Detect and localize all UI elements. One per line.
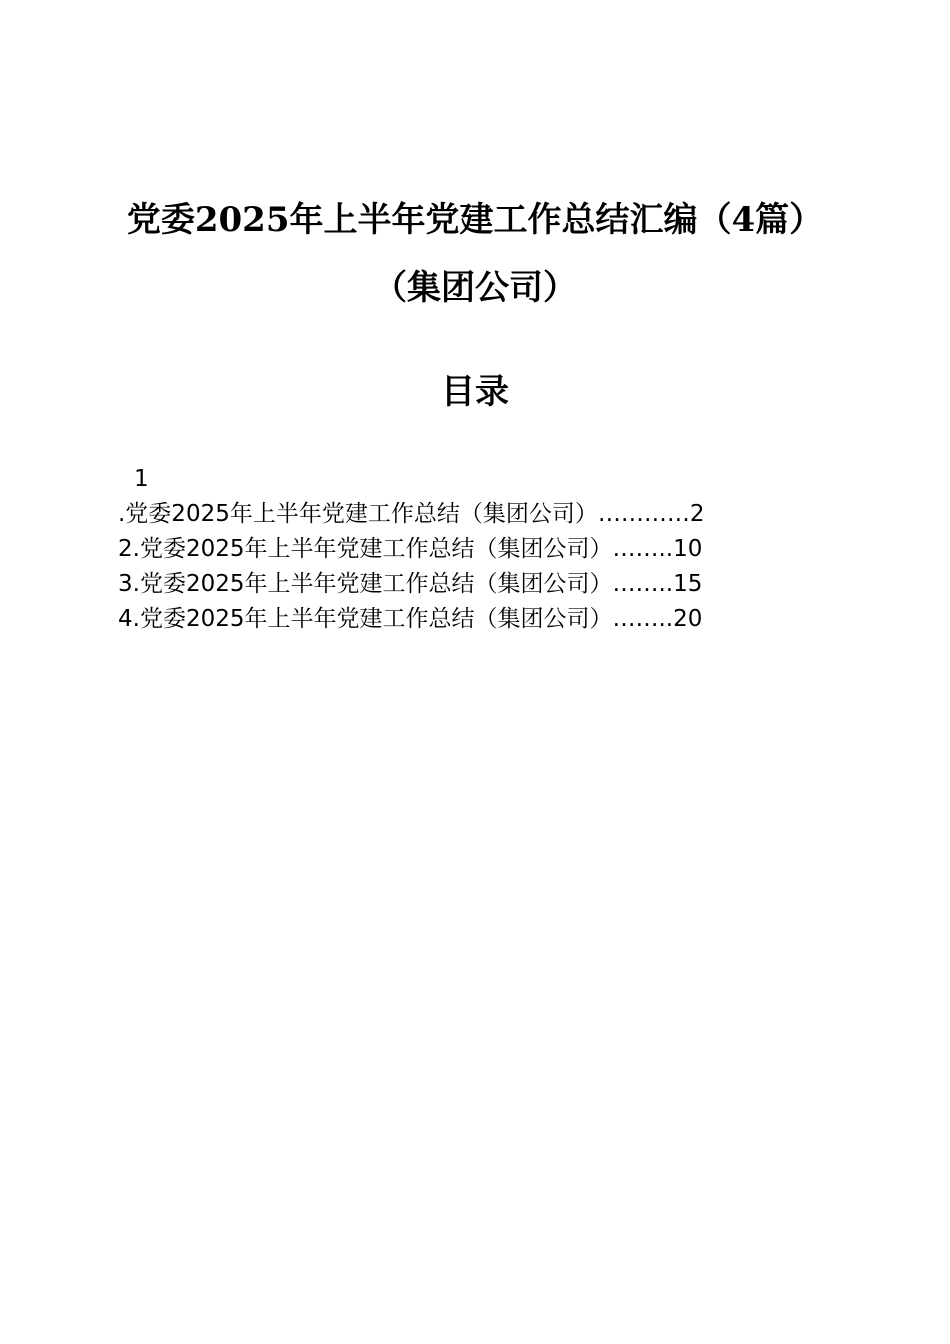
toc-entry-4[interactable] bbox=[118, 602, 818, 637]
toc-entry-number[interactable] bbox=[118, 462, 818, 497]
document-title: 党委2025年上半年党建工作总结汇编（4篇） bbox=[126, 200, 824, 240]
toc-entry-1[interactable] bbox=[118, 497, 818, 532]
toc-entry-page: 2 bbox=[689, 501, 705, 527]
document-subtitle: （集团公司） bbox=[373, 268, 577, 308]
table-of-contents bbox=[118, 462, 818, 637]
toc-entry-text: 3.党委2025年上半年党建工作总结（集团公司）…….. bbox=[118, 571, 674, 597]
toc-heading: 目录 bbox=[441, 372, 509, 412]
toc-entry-text: 2.党委2025年上半年党建工作总结（集团公司）…….. bbox=[118, 536, 674, 562]
toc-entry-page: 15 bbox=[673, 571, 703, 597]
toc-entry-page: 10 bbox=[673, 536, 703, 562]
toc-entry-page: 20 bbox=[673, 606, 703, 632]
toc-entry-3[interactable] bbox=[118, 567, 818, 602]
toc-entry-text: 1 bbox=[134, 466, 149, 492]
toc-entry-text: 4.党委2025年上半年党建工作总结（集团公司）…….. bbox=[118, 606, 674, 632]
toc-entry-2[interactable] bbox=[118, 532, 818, 567]
toc-entry-text: .党委2025年上半年党建工作总结（集团公司）………… bbox=[118, 501, 690, 527]
